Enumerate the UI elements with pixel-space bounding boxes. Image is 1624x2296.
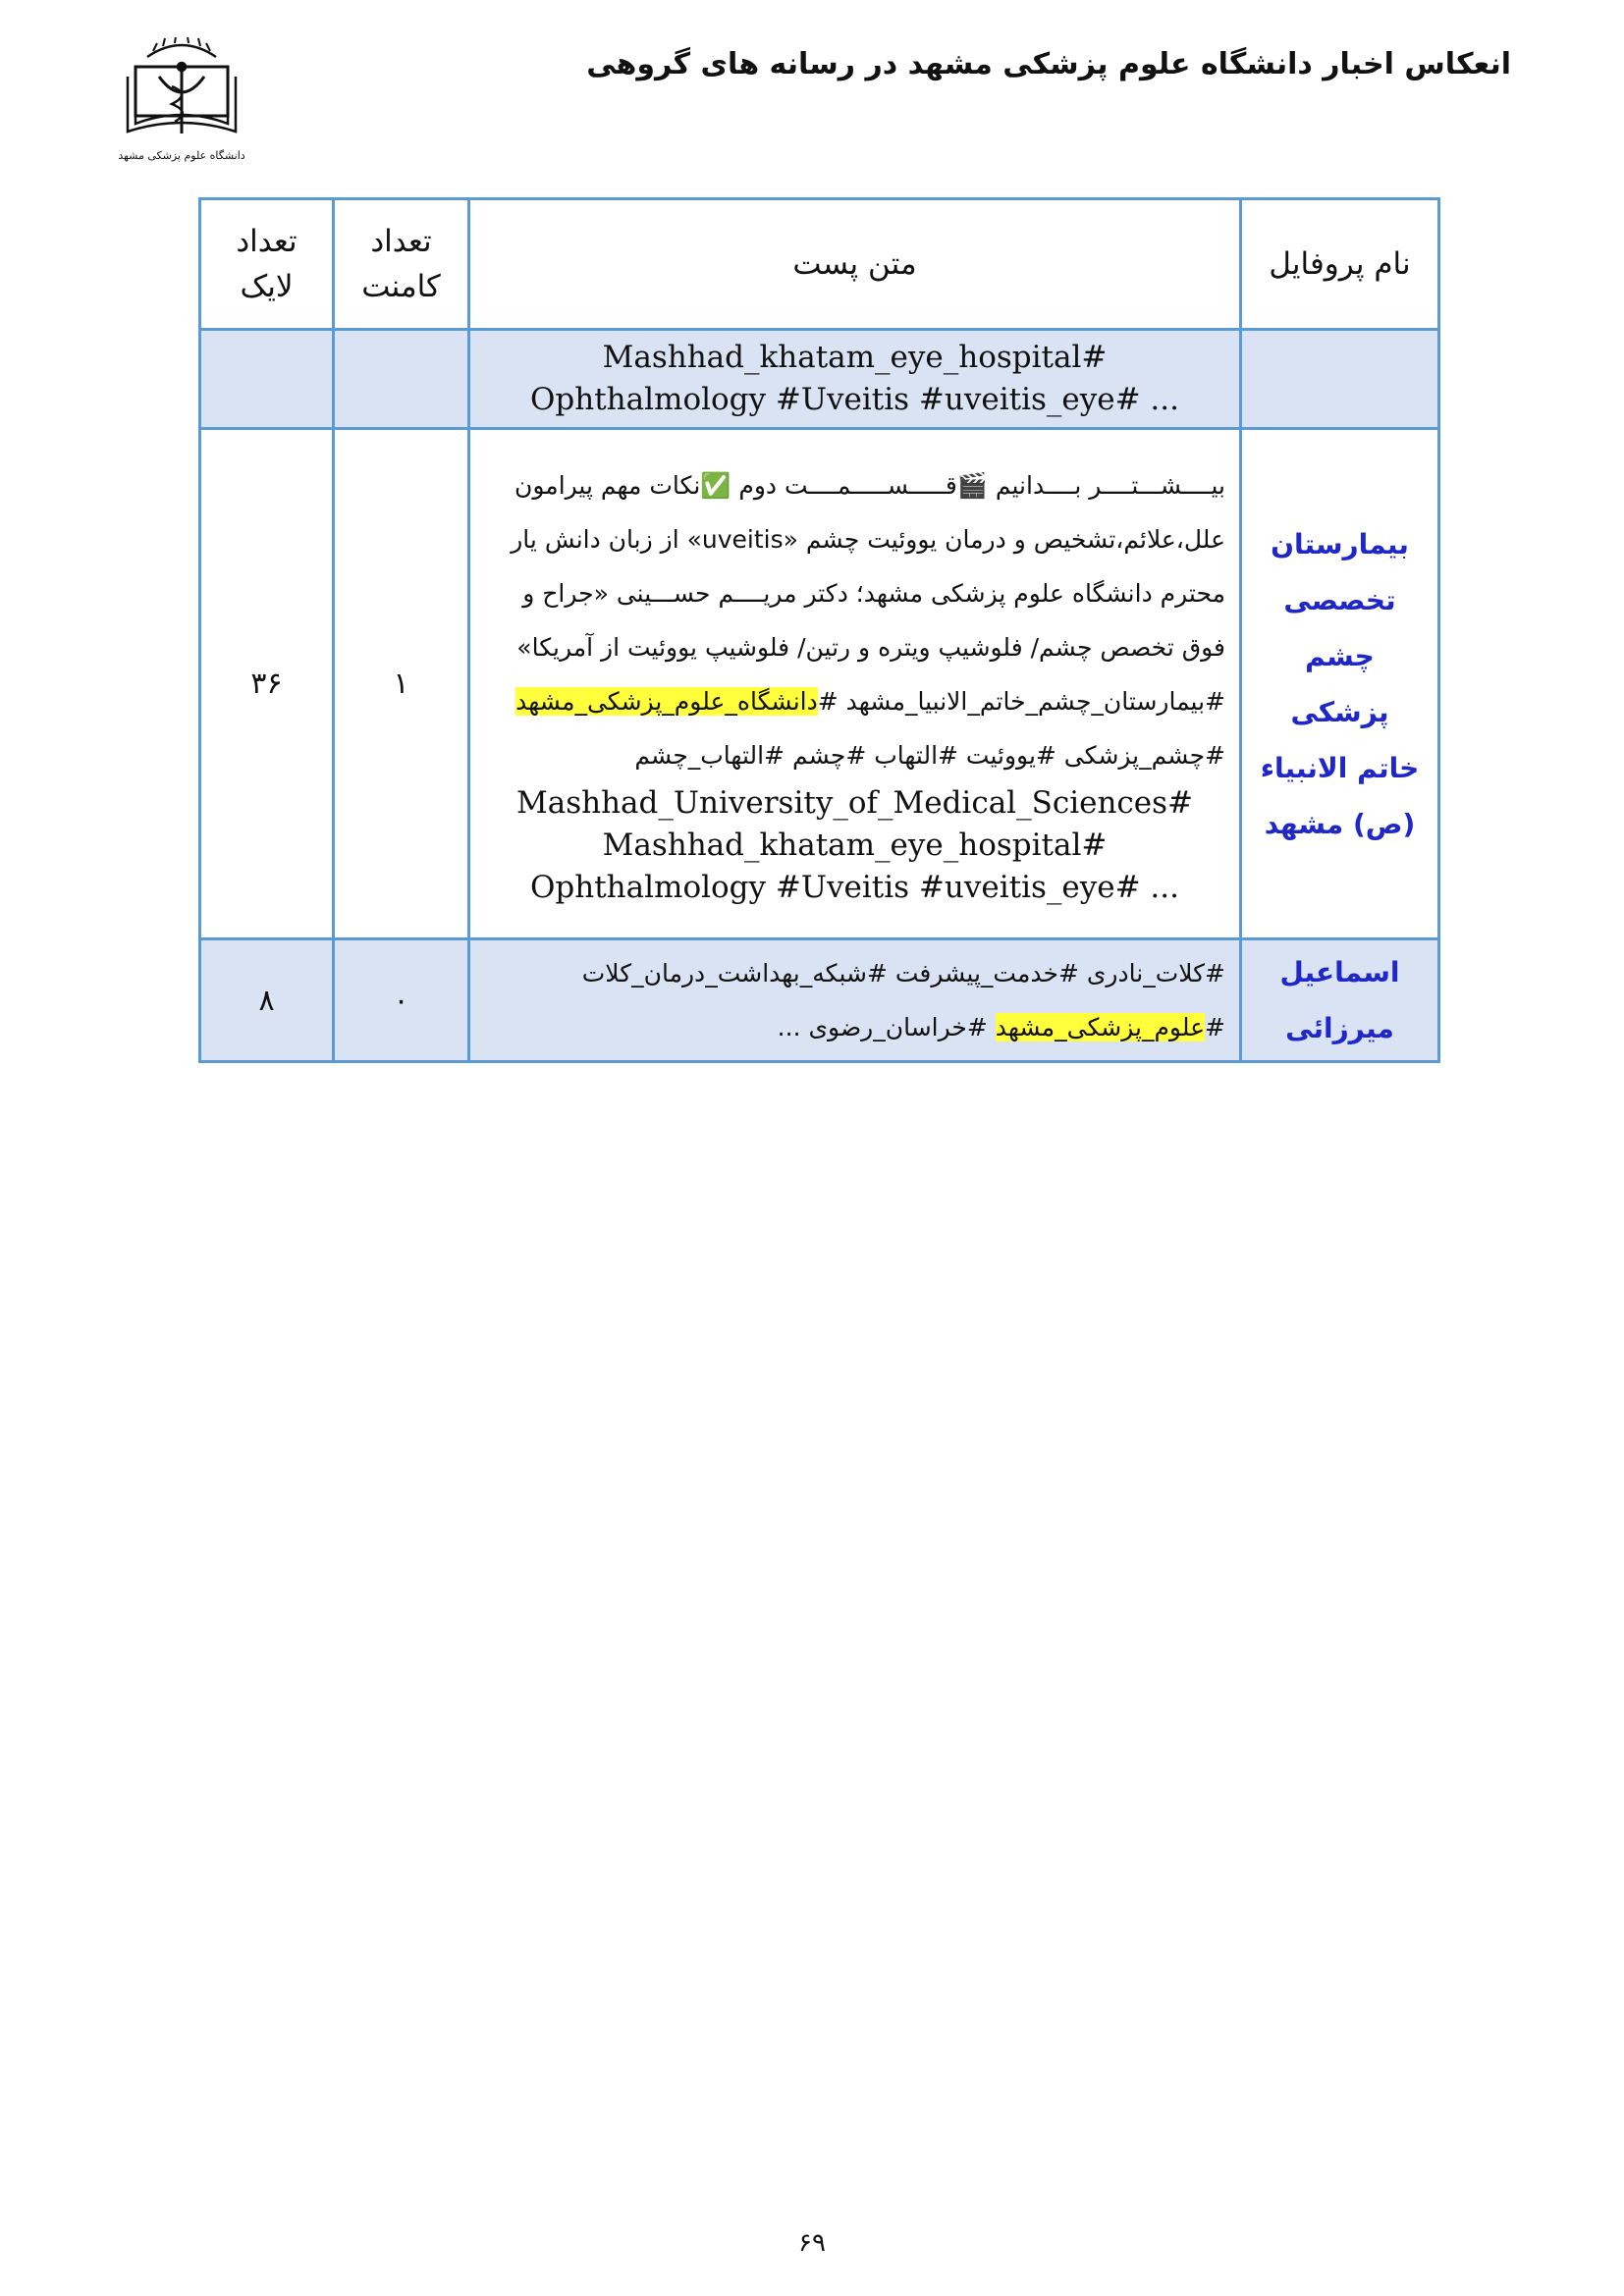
- highlighted-hashtag: دانشگاه_علوم_پزشکی_مشهد: [515, 687, 818, 716]
- comment-count: [334, 330, 469, 429]
- like-count: [200, 330, 334, 429]
- page-title: انعکاس اخبار دانشگاه علوم پزشکی مشهد در رسانه های گروهی: [586, 47, 1511, 81]
- university-logo: [118, 37, 245, 165]
- table-row: [200, 429, 1439, 939]
- column-header-text: متن پست: [469, 199, 1241, 330]
- column-header-profile: نام پروفایل: [1241, 199, 1439, 330]
- post-text-line: Mashhad_khatam_eye_hospital#: [602, 828, 1108, 863]
- post-text-body: بیــــشـــتــــر بــــدانیم 🎬قـــــســـــمــــت دوم ✅نکات مهم پیرامون علل،علائم،تشخیص و درمان یووئیت چشم «uveitis» از زبان دانش یار محترم دانشگاه علوم پزشکی مشهد؛ دکتر مریــــم حســـینی «جراح و فوق تخصص چشم/ فلوشیپ ویتره و رتین/ فلوشیپ یووئیت از آمریکا» #بیمارستان_چشم_خاتم_الانبیا_مشهد #دانشگاه_علوم_پزشکی_مشهد #چشم_پزشکی #یووئیت #التهاب #چشم #التهاب_چشم: [511, 471, 1225, 770]
- posts-table: [198, 197, 1440, 1063]
- post-text-body: #کلات_نادری #خدمت_پیشرفت #شبکه_بهداشت_درمان_کلات #علوم_پزشکی_مشهد #خراسان_رضوی ...: [581, 959, 1225, 1041]
- highlighted-hashtag: علوم_پزشکی_مشهد: [995, 1013, 1206, 1041]
- post-text-cell: [469, 330, 1241, 429]
- post-text-line: Mashhad_University_of_Medical_Sciences#: [515, 785, 1194, 821]
- like-count: ۸: [200, 939, 334, 1062]
- table-row: [200, 330, 1439, 429]
- profile-link[interactable]: اسماعیل میرزائی: [1279, 956, 1400, 1044]
- post-text-line: Mashhad_khatam_eye_hospital#: [602, 340, 1108, 375]
- comment-count: ۱: [334, 429, 469, 939]
- table-header-row: [200, 199, 1439, 330]
- profile-link[interactable]: بیمارستان تخصصی چشم پزشکی خاتم الانبیاء (ص) مشهد: [1260, 527, 1420, 840]
- column-header-likes: تعداد لایک: [200, 199, 334, 330]
- profile-cell: [1241, 429, 1439, 939]
- post-text-line: Ophthalmology #Uveitis #uveitis_eye# ...: [530, 382, 1179, 417]
- profile-cell: [1241, 330, 1439, 429]
- post-text-cell: [469, 429, 1241, 939]
- column-header-comments: تعداد کامنت: [334, 199, 469, 330]
- profile-cell: [1241, 939, 1439, 1062]
- svg-text:دانشگاه علوم پزشکی مشهد: دانشگاه علوم پزشکی مشهد: [118, 149, 245, 162]
- table-row: [200, 939, 1439, 1062]
- university-emblem-icon: [118, 37, 245, 165]
- post-text-cell: [469, 939, 1241, 1062]
- post-text-line: Ophthalmology #Uveitis #uveitis_eye# ...: [530, 870, 1179, 905]
- comment-count: ۰: [334, 939, 469, 1062]
- page-number: ۶۹: [798, 2228, 826, 2258]
- like-count: ۳۶: [200, 429, 334, 939]
